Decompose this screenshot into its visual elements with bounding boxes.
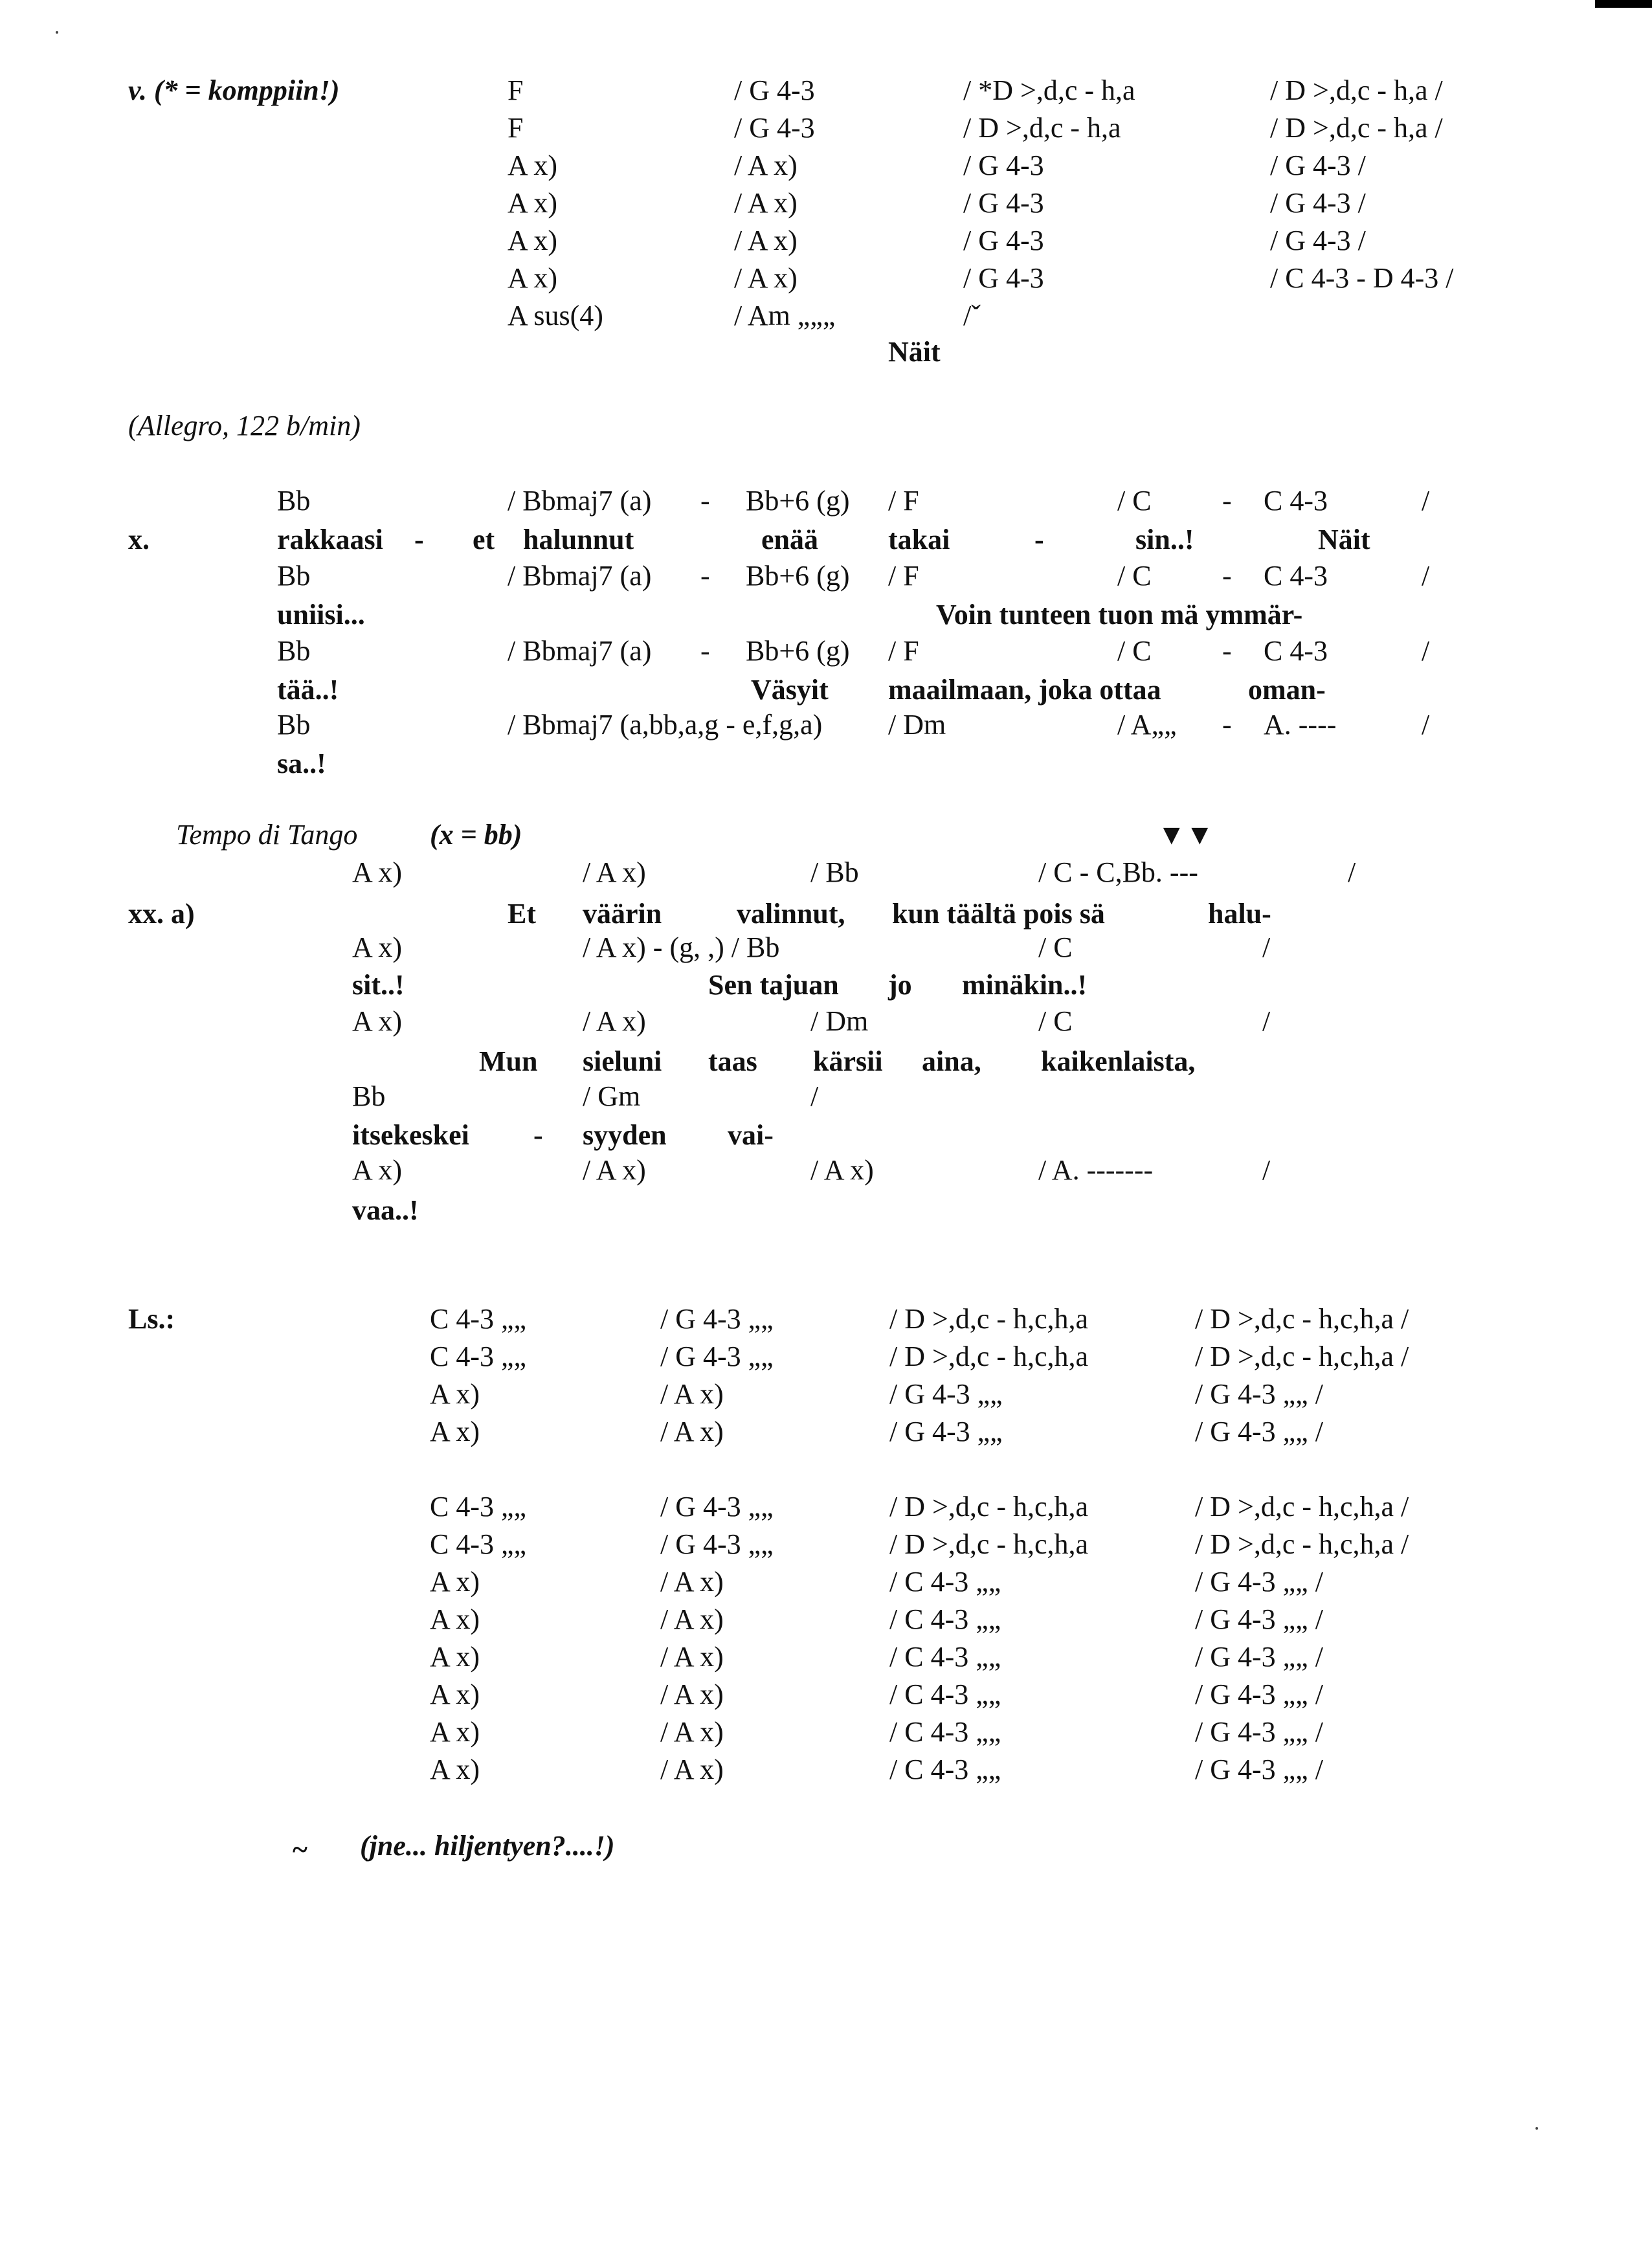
chord-cell: C 4-3 „„ xyxy=(430,1303,527,1335)
lyric-word: sa..! xyxy=(277,748,326,779)
chord-cell: C 4-3 xyxy=(1264,485,1328,517)
chord-cell: Bb+6 (g) xyxy=(746,635,850,667)
chord-cell: C 4-3 „„ xyxy=(430,1491,527,1522)
lyric-word: jo xyxy=(888,969,912,1001)
chord-cell: / G 4-3 „„ / xyxy=(1195,1641,1323,1673)
chord-cell: A x) xyxy=(508,150,557,181)
lyric-word: sieluni xyxy=(583,1045,662,1077)
chord-cell: / A x) xyxy=(734,187,798,219)
chord-cell: /ˇ xyxy=(963,300,981,331)
section-ls-label: Ls.: xyxy=(128,1303,175,1335)
lyric-word: - xyxy=(1034,524,1044,555)
chord-cell: / Am „„„ xyxy=(734,300,836,331)
chord-cell: / xyxy=(810,1080,819,1112)
chord-cell: / G 4-3 „„ / xyxy=(1195,1416,1323,1447)
chord-cell: A x) xyxy=(352,1005,402,1037)
chord-cell: / C xyxy=(1038,931,1073,963)
chord-cell: A x) xyxy=(508,225,557,256)
chord-cell: / G 4-3 xyxy=(963,262,1044,294)
chord-cell: / Bbmaj7 (a) xyxy=(508,485,652,517)
chord-cell: C 4-3 „„ xyxy=(430,1341,527,1372)
chord-cell: C 4-3 „„ xyxy=(430,1528,527,1560)
lyric-word: halunnut xyxy=(523,524,634,555)
chord-cell: / Bbmaj7 (a,bb,a,g - e,f,g,a) xyxy=(508,709,823,741)
chord-cell: / xyxy=(1422,485,1430,517)
chord-cell: / G 4-3 „„ xyxy=(660,1303,774,1335)
chord-cell: / D >,d,c - h,c,h,a / xyxy=(1195,1303,1409,1335)
lyric-word: sit..! xyxy=(352,969,405,1001)
chord-cell: / xyxy=(1262,1005,1271,1037)
lyric-word: syyden xyxy=(583,1119,667,1151)
lyric-word: Näit xyxy=(888,336,941,368)
lyric-word: enää xyxy=(761,524,818,555)
chord-cell: A x) xyxy=(352,931,402,963)
chord-cell: / C 4-3 „„ xyxy=(889,1678,1001,1710)
lyric-word: minäkin..! xyxy=(962,969,1088,1001)
chord-cell: A x) xyxy=(508,262,557,294)
chord-cell: / xyxy=(1348,856,1356,888)
chord-cell: / D >,d,c - h,c,h,a / xyxy=(1195,1341,1409,1372)
chord-cell: / Dm xyxy=(810,1005,869,1037)
lyric-word: - xyxy=(533,1119,543,1151)
chord-cell: / G 4-3 „„ / xyxy=(1195,1566,1323,1598)
chord-cell: / Bb xyxy=(810,856,859,888)
chord-cell: / A x) xyxy=(660,1603,724,1635)
chord-cell: / A x) xyxy=(734,262,798,294)
chord-cell: / G 4-3 „„ / xyxy=(1195,1678,1323,1710)
chord-cell: / G 4-3 xyxy=(963,187,1044,219)
section-v-heading: v. (* = komppiin!) xyxy=(128,74,340,106)
scan-speck xyxy=(56,31,58,34)
chord-cell: / A x) xyxy=(734,225,798,256)
chord-cell: / G 4-3 „„ xyxy=(660,1528,774,1560)
chord-cell: / G 4-3 xyxy=(963,150,1044,181)
chord-cell: / G 4-3 / xyxy=(1270,225,1366,256)
chord-cell: A x) xyxy=(430,1678,480,1710)
chord-cell: A x) xyxy=(430,1416,480,1447)
chord-cell: / C 4-3 „„ xyxy=(889,1716,1001,1748)
chord-cell: / G 4-3 xyxy=(963,225,1044,256)
lyric-word: Et xyxy=(508,898,536,930)
chord-cell: / C xyxy=(1117,635,1152,667)
chord-cell: Bb xyxy=(277,635,311,667)
chord-cell: A x) xyxy=(352,856,402,888)
chord-cell: A x) xyxy=(430,1754,480,1785)
chord-cell: / G 4-3 „„ / xyxy=(1195,1716,1323,1748)
chord-cell: / F xyxy=(888,635,919,667)
chord-cell: / F xyxy=(888,485,919,517)
chord-cell: / A. ------- xyxy=(1038,1154,1154,1186)
lyric-word: väärin xyxy=(583,898,662,930)
chord-cell: / D >,d,c - h,c,h,a / xyxy=(1195,1491,1409,1522)
chord-cell: / D >,d,c - h,c,h,a xyxy=(889,1341,1089,1372)
lyric-word: kun täältä pois sä xyxy=(892,898,1105,930)
chord-cell: - xyxy=(1222,560,1232,592)
chord-cell: / G 4-3 xyxy=(734,74,815,106)
chord-cell: - xyxy=(700,485,710,517)
chord-cell: / A x) xyxy=(660,1378,724,1410)
chord-cell: Bb+6 (g) xyxy=(746,560,850,592)
chord-cell: / D >,d,c - h,c,h,a xyxy=(889,1528,1089,1560)
chord-cell: / Gm xyxy=(583,1080,641,1112)
chord-cell: / A x) xyxy=(660,1641,724,1673)
chord-cell: / A x) xyxy=(734,150,798,181)
chord-cell: / A x) xyxy=(583,1005,646,1037)
chord-cell: / C 4-3 „„ xyxy=(889,1566,1001,1598)
chord-cell: F xyxy=(508,74,524,106)
lyric-word: vai- xyxy=(728,1119,774,1151)
lyric-word: taas xyxy=(708,1045,757,1077)
chord-cell: / xyxy=(1262,1154,1271,1186)
chord-cell: / G 4-3 / xyxy=(1270,187,1366,219)
lyric-word: takai xyxy=(888,524,950,555)
chord-cell: A x) xyxy=(430,1603,480,1635)
chord-cell: / C xyxy=(1117,485,1152,517)
chord-cell: A sus(4) xyxy=(508,300,603,331)
lyric-word: vaa..! xyxy=(352,1194,419,1226)
chord-cell: / C 4-3 - D 4-3 / xyxy=(1270,262,1454,294)
lyric-word: Sen tajuan xyxy=(708,969,839,1001)
lyric-word: sin..! xyxy=(1135,524,1194,555)
lyric-word: oman- xyxy=(1248,674,1326,706)
chord-cell: A x) xyxy=(430,1378,480,1410)
chord-cell: / G 4-3 / xyxy=(1270,150,1366,181)
lyric-word: Voin tunteen tuon mä ymmär- xyxy=(936,599,1303,630)
chord-cell: / A x) xyxy=(660,1678,724,1710)
chord-cell: A x) xyxy=(352,1154,402,1186)
chord-cell: Bb xyxy=(352,1080,386,1112)
chord-cell: / Bbmaj7 (a) xyxy=(508,560,652,592)
tempo-marking: Tempo di Tango xyxy=(176,819,358,851)
chord-cell: / G 4-3 „„ / xyxy=(1195,1603,1323,1635)
chord-cell: / G 4-3 „„ / xyxy=(1195,1378,1323,1410)
chord-cell: / Bbmaj7 (a) xyxy=(508,635,652,667)
tilde-mark: ~ xyxy=(293,1834,307,1866)
chord-cell: / C xyxy=(1038,1005,1073,1037)
lyric-word: rakkaasi xyxy=(277,524,383,555)
chord-cell: A x) xyxy=(430,1716,480,1748)
chord-cell: / xyxy=(1422,560,1430,592)
scan-speck xyxy=(1535,2127,1538,2130)
scan-edge-mark xyxy=(1595,0,1652,8)
chord-cell: A x) xyxy=(430,1641,480,1673)
chord-cell: A. ---- xyxy=(1264,709,1337,741)
chord-cell: / G 4-3 „„ xyxy=(660,1491,774,1522)
chord-cell: / D >,d,c - h,c,h,a xyxy=(889,1303,1089,1335)
chord-cell: - xyxy=(1222,485,1232,517)
lyric-word: tää..! xyxy=(277,674,339,706)
chord-cell: / G 4-3 „„ / xyxy=(1195,1754,1323,1785)
chord-cell: / A x) xyxy=(660,1754,724,1785)
lyric-word: Mun xyxy=(479,1045,538,1077)
chord-cell: C 4-3 xyxy=(1264,560,1328,592)
chord-cell: Bb xyxy=(277,709,311,741)
tempo-marking: (Allegro, 122 b/min) xyxy=(128,410,361,441)
chord-cell: / xyxy=(1422,709,1430,741)
lyric-word: Väsyit xyxy=(751,674,829,706)
chord-cell: / D >,d,c - h,c,h,a xyxy=(889,1491,1089,1522)
chord-cell: / C 4-3 „„ xyxy=(889,1754,1001,1785)
chord-cell: / xyxy=(1262,931,1271,963)
lyric-word: aina, xyxy=(922,1045,981,1077)
chord-cell: / C 4-3 „„ xyxy=(889,1603,1001,1635)
chord-cell: / A x) xyxy=(583,1154,646,1186)
lyric-word: Näit xyxy=(1318,524,1370,555)
chord-cell: / A x) xyxy=(810,1154,874,1186)
chord-cell: - xyxy=(1222,709,1232,741)
chord-cell: Bb xyxy=(277,560,311,592)
lyric-word: maailmaan, joka ottaa xyxy=(888,674,1161,706)
lyric-word: kärsii xyxy=(813,1045,883,1077)
chord-cell: - xyxy=(1222,635,1232,667)
chord-cell: / G 4-3 „„ xyxy=(889,1378,1003,1410)
chord-cell: - xyxy=(700,560,710,592)
lyric-word: halu- xyxy=(1208,898,1271,930)
chord-cell: / D >,d,c - h,a / xyxy=(1270,74,1443,106)
chord-cell: Bb xyxy=(277,485,311,517)
chord-cell: / A x) xyxy=(660,1416,724,1447)
chord-cell: / C - C,Bb. --- xyxy=(1038,856,1198,888)
lyric-word: uniisi... xyxy=(277,599,365,630)
chord-cell: / D >,d,c - h,c,h,a / xyxy=(1195,1528,1409,1560)
lyric-word: itsekeskei xyxy=(352,1119,469,1151)
chord-cell: C 4-3 xyxy=(1264,635,1328,667)
chord-cell: / A x) xyxy=(583,856,646,888)
section-x-label: x. xyxy=(128,524,150,555)
chord-cell: A x) xyxy=(430,1566,480,1598)
chord-cell: F xyxy=(508,112,524,144)
lyric-word: kaikenlaista, xyxy=(1041,1045,1196,1077)
chord-cell: / C 4-3 „„ xyxy=(889,1641,1001,1673)
chord-cell: / D >,d,c - h,a / xyxy=(1270,112,1443,144)
chord-cell: / xyxy=(1422,635,1430,667)
chord-cell: / G 4-3 „„ xyxy=(660,1341,774,1372)
chord-cell: / A x) - (g, ,) / Bb xyxy=(583,931,780,963)
section-xx-label: xx. a) xyxy=(128,898,195,930)
chord-cell: / *D >,d,c - h,a xyxy=(963,74,1135,106)
chord-cell: / G 4-3 „„ xyxy=(889,1416,1003,1447)
chord-cell: / A x) xyxy=(660,1716,724,1748)
lyric-word: - xyxy=(414,524,424,555)
chord-cell: A x) xyxy=(508,187,557,219)
chord-cell: / G 4-3 xyxy=(734,112,815,144)
chord-cell: / Dm xyxy=(888,709,946,741)
tempo-note: (x = bb) xyxy=(430,819,522,851)
accent-marks: ▼▼ xyxy=(1157,819,1214,851)
chord-cell: Bb+6 (g) xyxy=(746,485,850,517)
chord-cell: / A„„ xyxy=(1117,709,1177,741)
chord-cell: / A x) xyxy=(660,1566,724,1598)
chord-cell: / D >,d,c - h,a xyxy=(963,112,1121,144)
ending-note: (jne... hiljentyen?....!) xyxy=(360,1830,615,1862)
chord-cell: / C xyxy=(1117,560,1152,592)
lyric-word: et xyxy=(473,524,495,555)
chord-cell: / F xyxy=(888,560,919,592)
chord-cell: - xyxy=(700,635,710,667)
lyric-word: valinnut, xyxy=(737,898,845,930)
